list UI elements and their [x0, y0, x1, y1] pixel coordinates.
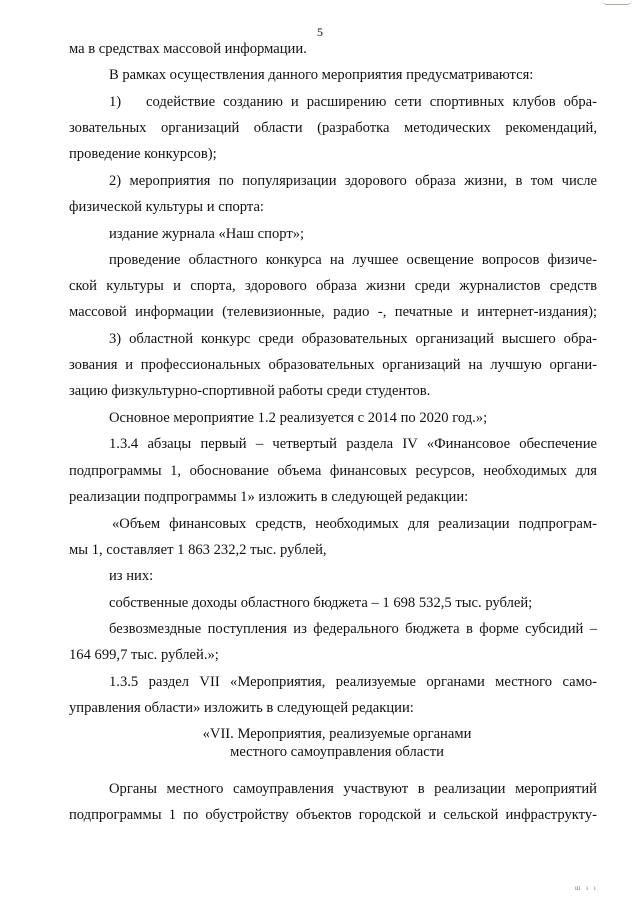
text-line: массовой информации (телевизионные, радио -, печатные и интернет-издания); [69, 304, 597, 320]
text-line: зования и профессиональных образовательных организаций на лучшую органи- [69, 357, 597, 373]
text-line: управления области» изложить в следующей редакции: [69, 700, 414, 716]
text-line: 1.3.5 раздел VII «Мероприятия, реализуемые органами местного само- [109, 674, 597, 690]
text-line: зацию физкультурно-спортивной работы среди студентов. [69, 383, 431, 399]
text-line: собственные доходы областного бюджета – 1 698 532,5 тыс. рублей; [109, 595, 533, 611]
section-heading-line: местного самоуправления области [230, 744, 444, 760]
text-line: проведение областного конкурса на лучшее освещение вопросов физиче- [109, 252, 597, 268]
text-line: ской культуры и спорта, здорового образа жизни среди журналистов средств [69, 278, 597, 294]
section-heading-line: «VII. Мероприятия, реализуемые органами [202, 726, 472, 742]
text-line: ма в средствах массовой информации. [69, 41, 307, 57]
text-line: реализации подпрограммы 1» изложить в следующей редакции: [69, 489, 469, 505]
text-line: подпрограммы 1 по обустройству объектов городской и сельской инфраструкту- [69, 807, 597, 823]
footer-mark: ш ı ı [575, 884, 598, 892]
text-line: Органы местного самоуправления участвуют в реализации мероприятий [109, 781, 597, 797]
text-line: 164 699,7 тыс. рублей.»; [69, 647, 219, 663]
text-line: безвозмездные поступления из федерального бюджета в форме субсидий – [109, 621, 597, 637]
text-line: подпрограммы 1, обоснование объема финансовых ресурсов, необходимых для [69, 463, 597, 479]
text-line: из них: [109, 568, 154, 584]
text-line: 1.3.4 абзацы первый – четвертый раздела IV «Финансовое обеспечение [109, 436, 597, 452]
text-line: проведение конкурсов); [69, 146, 217, 162]
corner-mark [602, 0, 632, 5]
text-line: В рамках осуществления данного мероприятия предусматриваются: [109, 67, 534, 83]
text-line: 3) областной конкурс среди образовательных организаций высшего обра- [109, 331, 597, 347]
text-line: «Объем финансовых средств, необходимых для реализации подпрограм- [112, 516, 597, 532]
text-line: физической культуры и спорта: [69, 199, 264, 215]
text-line: 2) мероприятия по популяризации здорового образа жизни, в том числе [109, 173, 597, 189]
text-line: издание журнала «Наш спорт»; [109, 226, 305, 242]
text-line: Основное мероприятие 1.2 реализуется с 2014 по 2020 год.»; [109, 410, 488, 426]
text-line: зовательных организаций области (разработка методических рекомендаций, [69, 120, 597, 136]
text-line: содействие созданию и расширению сети спортивных клубов обра- [146, 94, 597, 110]
text-line: мы 1, составляет 1 863 232,2 тыс. рублей, [69, 542, 327, 558]
list-marker: 1) [109, 94, 122, 110]
page-number: 5 [317, 25, 323, 39]
